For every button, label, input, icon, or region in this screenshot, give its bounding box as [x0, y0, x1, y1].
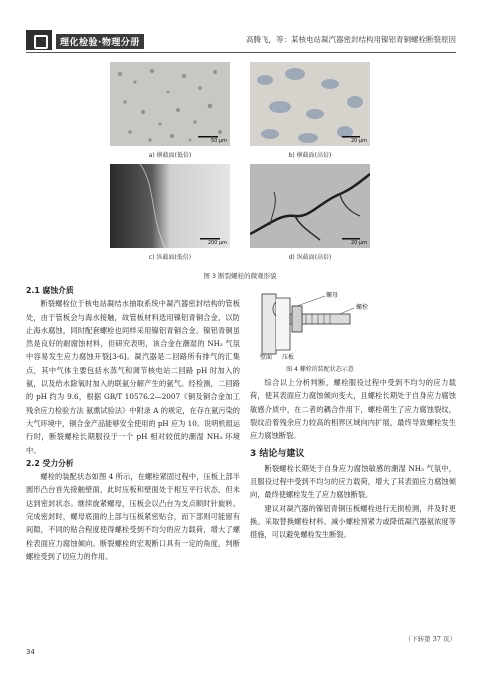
- journal-logo-icon: [26, 30, 52, 50]
- panel-caption-b: b) 横截面(高倍): [288, 152, 332, 159]
- section-2-1-paragraph: 断裂螺栓位于核电站凝结水抽取系统中凝汽器密封结构的管板处，由于管板会与海水接触，故管板材料选用镍铝青铜合金，以防止海水腐蚀，同时配套螺栓也同样采用镍铝青铜合金。镍铝青铜虽然是良好的耐腐蚀材料，但研究表明，该合金在潮湿的 NH₃ 气氛中容易发生应力腐蚀开裂[3-6]。凝汽器是二回路所有排气的汇集点，其中气体主要包括水蒸气和调节核电站二回路 pH 时加入的氨，以及给水除氧时加入的联氨分解产生的氨气。经检测，二回路的 pH 约为 9.6，根据 GB/T 10576.2—2007《铜及铜合金加工残余应力检验方法 氨熏试验法》中附录 A 的规定，在存在氨污染的大气环境中，铜合金产品能够安全使用的 pH 应为 10。说明机组运行时，断裂螺栓长期服役于一个 pH 相对较低的潮湿 NH₃ 环境中。: [26, 299, 240, 455]
- scale-bar-label: 200 μm: [207, 240, 227, 246]
- section-3-paragraph-1: 断裂螺栓长期处于自身应力腐蚀敏感的潮湿 NH₃ 气氛中，且服役过程中受到不均匀的应力载荷，增大了其表面应力腐蚀倾向，最终使螺栓发生了应力腐蚀断裂。: [250, 463, 456, 500]
- micrograph-a: [110, 62, 230, 146]
- wall-label: 壁面: [260, 354, 273, 361]
- header-divider: [26, 52, 456, 53]
- scale-bar-label: 20 μm: [350, 240, 367, 246]
- bolt-label: 螺栓: [356, 304, 369, 311]
- scale-bar-label: 20 μm: [350, 138, 367, 144]
- panel-caption-a: a) 横截面(低倍): [148, 152, 192, 159]
- panel-caption-c: c) 纵截面(低倍): [148, 254, 192, 261]
- continued-note: （下转第 37 页）: [404, 635, 456, 643]
- panel-caption-d: d) 纵截面(高倍): [288, 254, 332, 261]
- section-3-paragraph-2: 建议对凝汽器的镍铝青铜压板螺栓进行无损检测，并及时更换。采取替换螺栓材料、减小螺栓预紧力或降低凝汽器氨浓度等措施，可以避免螺栓发生断裂。: [250, 503, 456, 540]
- analysis-summary-paragraph: 综合以上分析判断，螺栓服役过程中受到不均匀的应力载荷，使其表面应力腐蚀倾向变大，且螺栓长期处于自身应力腐蚀敏感介质中，在二者的耦合作用下，螺栓萌生了应力腐蚀裂纹，裂纹沿着残余应力较高的相界区域向内扩展，最终导致螺栓发生应力腐蚀断裂。: [250, 378, 456, 441]
- journal-name: 理化检验·物理分册: [56, 34, 144, 49]
- page-number: 34: [26, 648, 35, 656]
- nut-label: 螺母: [326, 292, 339, 299]
- plate-label: 压板: [282, 354, 295, 361]
- scale-bar-label: 50 μm: [210, 138, 227, 144]
- section-3-heading: 3 结论与建议: [250, 449, 305, 460]
- section-2-2-paragraph: 螺栓的装配状态如图 4 所示，在螺栓紧固过程中，压板上部半圆形凸台首先接触壁面，此时压板和壁面处于相互平行状态，但未达到密封状态。继续旋紧螺母，压板会以凸台为支点顺时针旋转。完成密封时，螺母底面的上部与压板紧密贴合，而下部则可能留有间隙，不同的贴合程度使得螺栓受到不均匀的应力载荷，增大了螺栓表面应力腐蚀倾向。断裂螺栓的宏观断口具有一定的角度，判断螺栓受到了切应力的作用。: [26, 472, 240, 561]
- page-header: [26, 30, 456, 50]
- micrograph-d: [250, 164, 370, 248]
- figure-3-caption: 图 3 断裂螺栓的微观形貌: [203, 272, 277, 280]
- section-2-1-heading: 2.1 腐蚀介质: [26, 286, 74, 295]
- right-column: [250, 376, 456, 542]
- figure-4-caption: 图 4 螺栓的装配状态示意: [286, 366, 354, 373]
- running-head: 高腾飞，等：某核电站凝汽器密封结构用镍铝青铜螺栓断裂原因: [246, 35, 456, 44]
- micrograph-c: [110, 164, 230, 248]
- section-2-2-heading: 2.2 受力分析: [26, 458, 74, 468]
- figure-4: [250, 288, 380, 360]
- micrograph-b: [250, 62, 370, 146]
- left-column: [26, 284, 240, 563]
